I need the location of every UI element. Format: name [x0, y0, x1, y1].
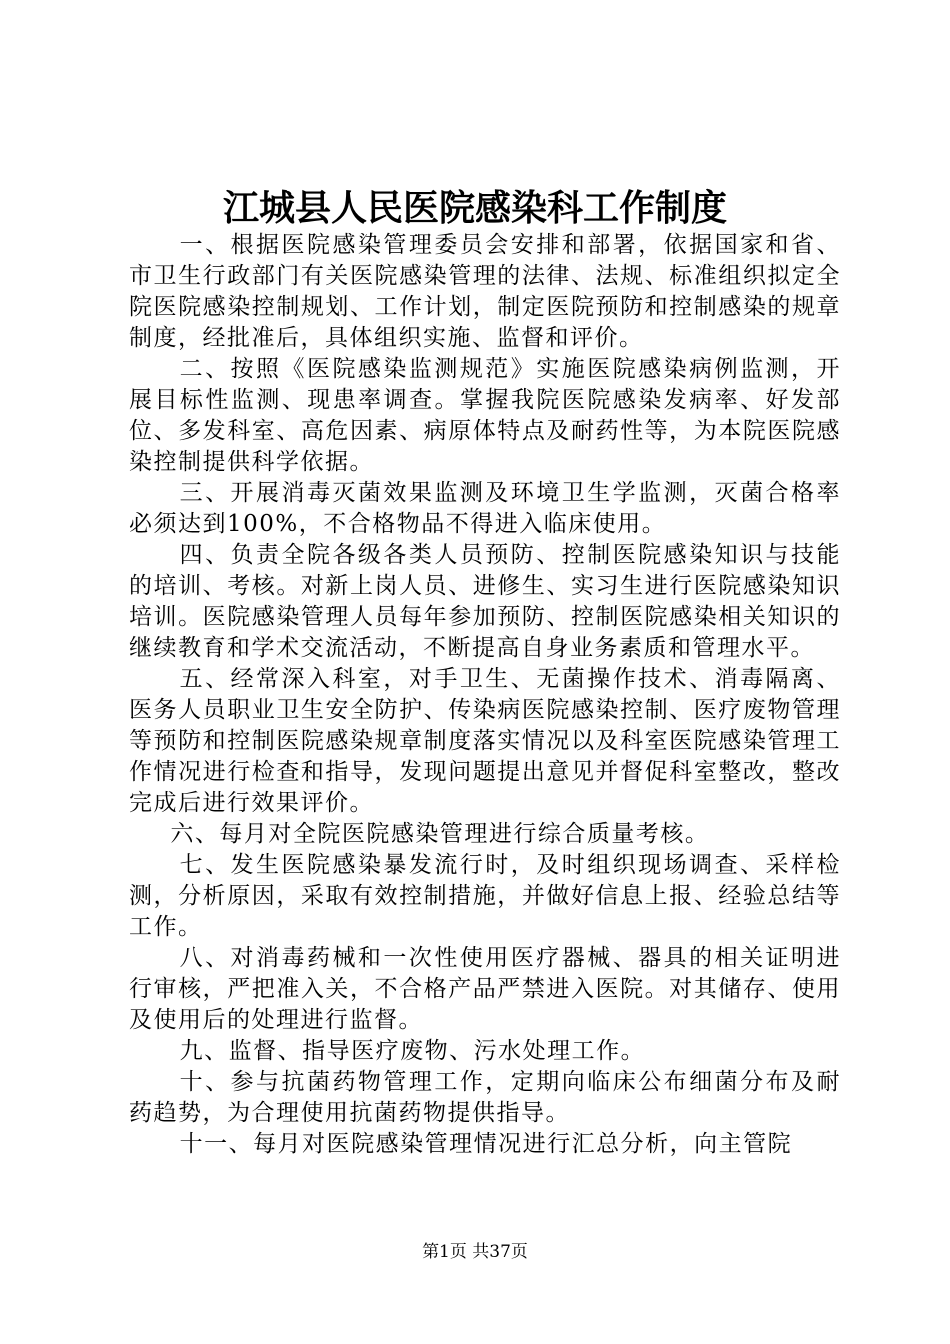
paragraph-4: 四、负责全院各级各类人员预防、控制医院感染知识与技能的培训、考核。对新上岗人员、进修生、实习生进行医院感染知识培训。医院感染管理人员每年参加预防、控制医院感染相关知识的继续教育和学术交流活动，不断提高自身业务素质和管理水平。	[129, 542, 841, 661]
document-body	[129, 230, 841, 1160]
paragraph-2: 二、按照《医院感染监测规范》实施医院感染病例监测，开展目标性监测、现患率调查。掌握我院医院感染发病率、好发部位、多发科室、高危因素、病原体特点及耐药性等，为本院医院感染控制提供科学依据。	[129, 356, 841, 475]
page-number-footer: 第1页 共37页	[422, 1242, 528, 1262]
paragraph-8: 八、对消毒药械和一次性使用医疗器械、器具的相关证明进行审核，严把准入关，不合格产品严禁进入医院。对其储存、使用及使用后的处理进行监督。	[129, 945, 841, 1033]
paragraph-7: 七、发生医院感染暴发流行时，及时组织现场调查、采样检测，分析原因，采取有效控制措施，并做好信息上报、经验总结等工作。	[129, 852, 841, 940]
paragraph-6: 六、每月对全院医院感染管理进行综合质量考核。	[170, 821, 710, 847]
paragraph-10: 十、参与抗菌药物管理工作，定期向临床公布细菌分布及耐药趋势，为合理使用抗菌药物提供指导。	[129, 1069, 841, 1126]
paragraph-5: 五、经常深入科室，对手卫生、无菌操作技术、消毒隔离、医务人员职业卫生安全防护、传染病医院感染控制、医疗废物管理等预防和控制医院感染规章制度落实情况以及科室医院感染管理工作情况进行检查和指导，发现问题提出意见并督促科室整改，整改完成后进行效果评价。	[129, 666, 841, 816]
paragraph-1: 一、根据医院感染管理委员会安排和部署，依据国家和省、市卫生行政部门有关医院感染管理的法律、法规、标准组织拟定全院医院感染控制规划、工作计划，制定医院预防和控制感染的规章制度，经批准后，具体组织实施、监督和评价。	[129, 232, 841, 351]
paragraph-9: 九、监督、指导医疗废物、污水处理工作。	[179, 1038, 646, 1064]
document-title: 江城县人民医院感染科工作制度	[222, 187, 727, 229]
paragraph-3: 三、开展消毒灭菌效果监测及环境卫生学监测，灭菌合格率必须达到100%，不合格物品不得进入临床使用。	[129, 480, 841, 537]
paragraph-11: 十一、每月对医院感染管理情况进行汇总分析，向主管院	[179, 1131, 793, 1157]
